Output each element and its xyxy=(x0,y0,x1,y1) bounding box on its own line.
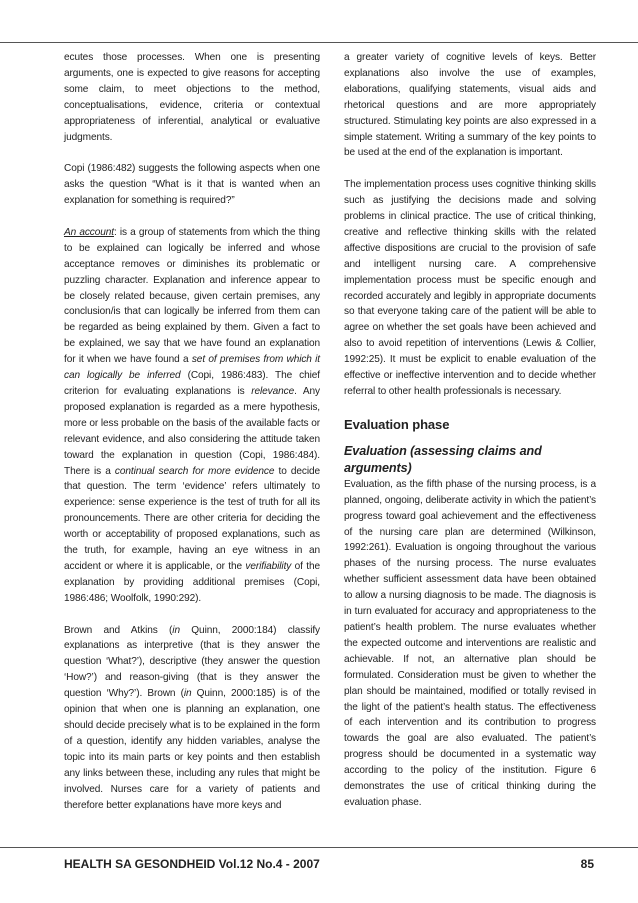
right-paragraph-3: Evaluation, as the fifth phase of the nursing process, is a planned, ongoing, deliberate activity in which the patient’s progress toward goal achievement and the effectiveness of the nursing care plan are determined (Wilkinson, 1992:261). Evaluation is ongoing throughout the various phases of the nursing process. The nurse evaluates whether sufficient assessment data have been obtained to allow a nursing diagnosis to be made. The diagnosis is in turn evaluated for accuracy and appropriateness to the patient’s health problem. The nurse evaluates whether the expected outcome and interventions are realistic and achievable. If not, an alternative plan should be formulated. Consideration must be given to whether the plan should be maintained, modified or totally revised in the light of the patient’s health status. The effectiveness of each intervention and its contribution to progress towards the goal are also evaluated. The patient’s progress should be documented in a systematic way according to the policy of the institution. Figure 6 demonstrates the use of critical thinking during the evaluation phase. xyxy=(344,478,596,808)
left-column xyxy=(64,50,320,813)
right-paragraph-2: The implementation process uses cognitive thinking skills such as justifying the decisions made and solving problems in clinical practice. The use of critical thinking, creative and reflective thinking skills with the related affective dispositions are crucial to the provision of safe and intelligent nursing care. A comprehensive implementation process must be specific enough and recorded accurately and legibly in appropriate documents so that everyone taking care of the patient will be able to agree on whether the set goals have been achieved and also to avoid repetition of interventions (Lewis & Collier, 1992:25). It must be explicit to enable evaluation of the effective or ineffective intervention and to decide whether referral to other health professionals is necessary. xyxy=(344,179,596,398)
account-term: An account xyxy=(64,226,114,238)
italic-verifiability: verifiability xyxy=(245,560,292,572)
bottom-rule xyxy=(0,847,638,848)
italic-relevance: relevance xyxy=(251,386,295,397)
left-paragraph-4: Brown and Atkins (in Quinn, 2000:184) classify explanations as interpretive (that is they answer the question ‘What?’), descriptive (they answer the question ‘How?’) and reason-giving (that is they answer the question ‘Why?’). Brown (in Quinn, 2000:185) is of the opinion that when one is planning an explanation, one should decide precisely what is to be explained in the form of a question, identify any hidden variables, analyse the topic into its main parts or key points and then establish any links between these, including any rules that might be involved. Nurses care for a variety of patients and therefore better explanations have more keys and xyxy=(64,624,320,811)
footer-journal-title: HEALTH SA GESONDHEID Vol.12 No.4 - 2007 xyxy=(64,857,320,871)
right-paragraph-1: a greater variety of cognitive levels of keys. Better explanations also involve the use of examples, elaborations, qualifying statements, visual aids and rhetorical questions and are more appropriately structured. Stimulating key points are also expressed in a simple statement. Writing a summary of the key points to be used at the end of the explanation is important. xyxy=(344,52,596,159)
right-column xyxy=(344,50,596,811)
left-paragraph-3: An account: is a group of statements from which the thing to be explained can logically be inferred and whose acceptance removes or diminishes its problematic or puzzling character. Explanation and inference appear to be closely related because, given certain premises, any conclusion/is that can logically be inferred from them can be regarded as being explained by them. Given a fact to be explained, we say that we have found an explanation for it when we have found a set of premises from which it can logically be inferred (Copi, 1986:483). The chief criterion for evaluating explanations is relevance. Any proposed explanation is regarded as a mere hypothesis, more or less probable on the basis of the available facts or relevant evidence, and also considering the attitude taken toward the explanation in question (Copi, 1986:484). There is a continual search for more evidence to decide that question. The term ‘evidence’ refers ultimately to experience: sense experience is the test of truth for all its pronouncements. There are other criteria for deciding the worth or acceptability of proposed explanations, such as the truth, for example, having an eye witness in an accident or where it is applicable, or the verifiability of the explanation by providing additional premises (Copi, 1986:486; Woolfolk, 1990:292). xyxy=(64,226,321,604)
left-paragraph-1: ecutes those processes. When one is presenting arguments, one is expected to give reasons for accepting some claim, to meet objections to the method, conceptualisations, evidence, criteria or contextual appropriateness of inferential, analytical or evaluative judgments. xyxy=(64,52,320,143)
italic-continual-search: continual search for more evidence xyxy=(114,465,275,477)
italic-premises: set of premises from which it can logically be inferred xyxy=(64,354,320,382)
left-paragraph-2: Copi (1986:482) suggests the following aspects when one asks the question “What is it that is wanted when an explanation for something is required?” xyxy=(64,163,320,207)
top-rule xyxy=(0,42,638,43)
subsection-heading: Evaluation (assessing claims and arguments) xyxy=(344,443,542,475)
section-heading: Evaluation phase xyxy=(344,416,450,432)
footer-page-number: 85 xyxy=(580,857,594,871)
